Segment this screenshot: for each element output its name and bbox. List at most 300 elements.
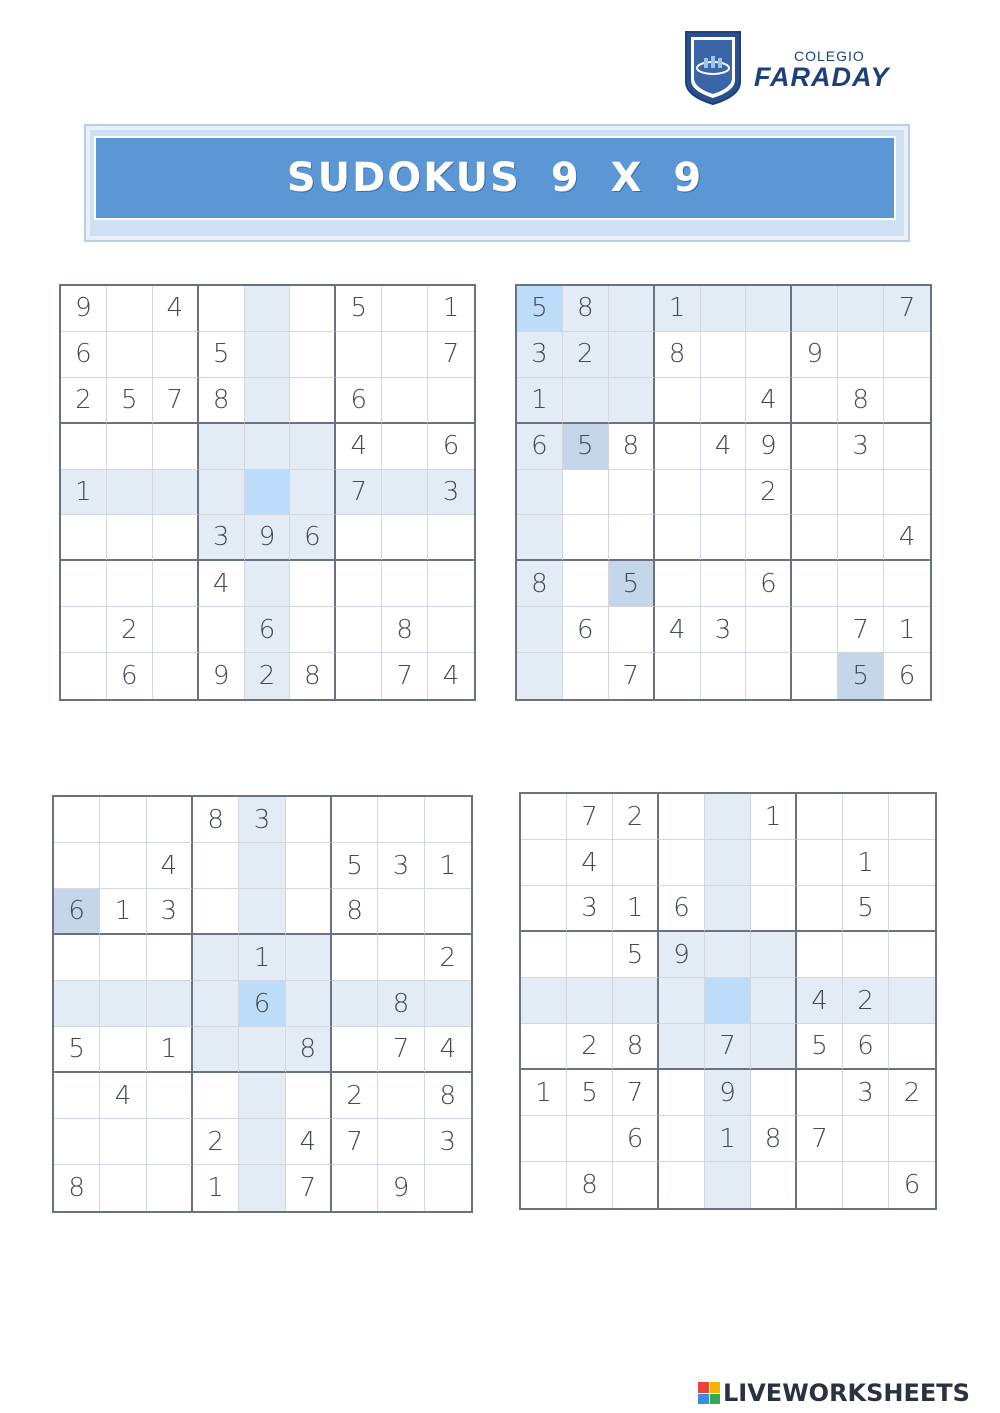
sudoku-cell [792,515,838,561]
sudoku-cell [659,840,705,886]
sudoku-cell [701,515,747,561]
sudoku-cell: 4 [153,286,199,332]
sudoku-cell: 7 [567,794,613,840]
sudoku-cell [239,1119,285,1165]
sudoku-cell: 6 [54,889,100,935]
sudoku-cell [107,515,153,561]
sudoku-cell [838,332,884,378]
sudoku-cell [838,515,884,561]
sudoku-cell [705,978,751,1024]
sudoku-cell [701,653,747,699]
sudoku-cell: 2 [843,978,889,1024]
sudoku-cell [153,515,199,561]
sudoku-cell [107,561,153,607]
sudoku-cell: 7 [382,653,428,699]
sudoku-cell [290,286,336,332]
sudoku-cell: 7 [705,1024,751,1070]
sudoku-cell: 2 [107,607,153,653]
sudoku-cell [701,332,747,378]
sudoku-cell [61,561,107,607]
sudoku-cell: 8 [193,797,239,843]
sudoku-cell [425,797,471,843]
sudoku-cell [843,1162,889,1208]
sudoku-cell [521,978,567,1024]
sudoku-cell: 4 [701,424,747,470]
page-title: SUDOKUS 9 X 9 [286,155,704,201]
sudoku-cell [792,424,838,470]
sudoku-cell [100,1119,146,1165]
sudoku-cell [428,561,474,607]
sudoku-cell [889,1024,935,1070]
sudoku-cell: 4 [147,843,193,889]
sudoku-cell [425,889,471,935]
sudoku-cell: 3 [378,843,424,889]
sudoku-cell [521,840,567,886]
sudoku-cell [199,286,245,332]
sudoku-cell: 6 [107,653,153,699]
sudoku-cell [147,981,193,1027]
sudoku-cell [792,653,838,699]
sudoku-cell [100,1027,146,1073]
sudoku-cell [792,286,838,332]
sudoku-cell: 4 [442,661,460,692]
sudoku-cell [751,932,797,978]
sudoku-cell: 2 [567,1024,613,1070]
sudoku-cell [54,843,100,889]
sudoku-cell [884,561,930,607]
sudoku-cell [517,470,563,516]
sudoku-cell [701,470,747,516]
sudoku-cell [245,286,291,332]
sudoku-cell: 3 [147,889,193,935]
sudoku-cell [54,1073,100,1119]
sudoku-cell: 7 [613,1070,659,1116]
sudoku-cell: 7 [428,332,474,378]
liveworksheets-logo-icon [698,1382,720,1404]
sudoku-cell [100,843,146,889]
sudoku-cell: 2 [245,653,291,699]
logo-subtitle: COLEGIO [794,48,865,64]
sudoku-cell [792,607,838,653]
sudoku-cell [54,1119,100,1165]
sudoku-cell: 1 [884,607,930,653]
sudoku-cell [609,515,655,561]
sudoku-cell [797,1070,843,1116]
sudoku-cell [751,978,797,1024]
sudoku-cell [567,978,613,1024]
sudoku-cell: 8 [751,1116,797,1162]
sudoku-cell: 6 [61,332,107,378]
sudoku-cell: 5 [613,932,659,978]
sudoku-cell: 9 [792,332,838,378]
sudoku-cell [193,935,239,981]
sudoku-cell [54,935,100,981]
sudoku-cell [286,843,332,889]
sudoku-cell [100,981,146,1027]
sudoku-cell: 8 [286,1027,332,1073]
sudoku-cell: 3 [239,797,285,843]
sudoku-board-2 [515,284,932,701]
sudoku-cell: 3 [838,424,884,470]
sudoku-cell [521,1024,567,1070]
sudoku-cell: 7 [797,1116,843,1162]
sudoku-cell [290,424,336,470]
sudoku-cell [563,378,609,424]
sudoku-cell: 8 [613,1024,659,1070]
sudoku-cell [701,378,747,424]
sudoku-cell: 1 [613,886,659,932]
sudoku-cell [147,1165,193,1211]
sudoku-cell [705,840,751,886]
sudoku-cell: 4 [100,1073,146,1119]
school-logo [684,30,924,108]
sudoku-cell [378,935,424,981]
sudoku-cell [659,1024,705,1070]
sudoku-cell: 6 [336,378,382,424]
sudoku-cell [517,515,563,561]
sudoku-cell: 4 [746,378,792,424]
sudoku-cell [563,470,609,516]
sudoku-cell [517,653,563,699]
sudoku-cell [245,561,291,607]
sudoku-cell: 6 [613,1116,659,1162]
sudoku-cell: 9 [659,932,705,978]
sudoku-cell: 3 [567,886,613,932]
sudoku-cell: 2 [746,470,792,516]
sudoku-cell: 5 [332,843,378,889]
sudoku-cell [193,981,239,1027]
sudoku-cell [286,889,332,935]
sudoku-cell [521,886,567,932]
sudoku-cell: 7 [286,1165,332,1211]
sudoku-cell: 5 [797,1024,843,1070]
sudoku-cell [286,981,332,1027]
sudoku-cell [705,932,751,978]
sudoku-cell [336,607,382,653]
sudoku-cell [705,1162,751,1208]
sudoku-cell [884,470,930,516]
sudoku-cell: 9 [61,286,107,332]
sudoku-cell [843,932,889,978]
sudoku-cell [751,1070,797,1116]
sudoku-cell [884,332,930,378]
sudoku-cell: 7 [332,1119,378,1165]
sudoku-cell [797,1162,843,1208]
sudoku-cell: 6 [843,1024,889,1070]
sudoku-cell: 8 [563,286,609,332]
sudoku-cell [838,286,884,332]
sudoku-cell: 1 [428,286,474,332]
sudoku-cell: 3 [428,470,474,516]
sudoku-cell: 6 [239,981,285,1027]
sudoku-cell [382,378,428,424]
sudoku-cell [428,607,474,653]
sudoku-cell [884,424,930,470]
sudoku-cell: 6 [245,607,291,653]
sudoku-cell [378,797,424,843]
sudoku-cell: 1 [425,843,471,889]
sudoku-cell [655,653,701,699]
sudoku-cell: 4 [286,1119,332,1165]
sudoku-cell: 4 [199,561,245,607]
sudoku-cell [563,515,609,561]
sudoku-cell: 6 [659,886,705,932]
sudoku-cell [290,470,336,516]
sudoku-cell [838,470,884,516]
sudoku-cell [153,470,199,516]
sudoku-cell: 5 [838,653,884,699]
sudoku-cell [382,286,428,332]
sudoku-cell [147,935,193,981]
sudoku-board-1 [59,284,476,701]
sudoku-cell [100,935,146,981]
sudoku-cell [792,561,838,607]
sudoku-cell: 6 [428,424,474,470]
sudoku-cell [521,1116,567,1162]
sudoku-cell [567,1116,613,1162]
sudoku-cell [746,332,792,378]
sudoku-cell [199,470,245,516]
sudoku-cell [889,932,935,978]
sudoku-cell: 2 [889,1070,935,1116]
sudoku-cell [517,607,563,653]
sudoku-cell: 8 [425,1073,471,1119]
sudoku-cell [199,607,245,653]
sudoku-cell: 4 [567,840,613,886]
sudoku-cell [792,470,838,516]
sudoku-cell [245,332,291,378]
sudoku-cell [147,797,193,843]
sudoku-cell [705,886,751,932]
sudoku-cell [884,378,930,424]
sudoku-cell [54,981,100,1027]
sudoku-cell: 4 [336,424,382,470]
sudoku-cell [290,378,336,424]
sudoku-cell [193,1073,239,1119]
sudoku-cell [193,1027,239,1073]
banner-inner [94,136,896,220]
sudoku-cell [797,840,843,886]
sudoku-cell [751,840,797,886]
sudoku-cell: 6 [903,1170,921,1200]
sudoku-cell: 6 [563,607,609,653]
sudoku-cell [245,470,291,516]
sudoku-cell [239,1165,285,1211]
sudoku-cell [61,653,107,699]
sudoku-cell: 9 [199,653,245,699]
sudoku-cell [563,561,609,607]
sudoku-cell [609,470,655,516]
sudoku-cell: 1 [147,1027,193,1073]
sudoku-cell [286,797,332,843]
sudoku-cell: 8 [290,653,336,699]
sudoku-cell: 4 [884,515,930,561]
sudoku-cell [609,607,655,653]
sudoku-cell [613,978,659,1024]
sudoku-cell [655,515,701,561]
sudoku-cell [61,607,107,653]
sudoku-cell [147,1073,193,1119]
sudoku-cell: 8 [838,378,884,424]
sudoku-cell: 1 [843,840,889,886]
sudoku-cell [843,794,889,840]
sudoku-cell [659,794,705,840]
sudoku-cell: 6 [517,424,563,470]
sudoku-cell [336,515,382,561]
sudoku-cell [193,843,239,889]
sudoku-cell: 4 [797,978,843,1024]
sudoku-cell: 2 [613,794,659,840]
sudoku-cell [428,378,474,424]
sudoku-cell: 9 [245,515,291,561]
sudoku-cell [382,515,428,561]
sudoku-cell: 6 [898,661,916,692]
sudoku-cell [239,1027,285,1073]
sudoku-cell [889,794,935,840]
sudoku-board-3 [52,795,473,1213]
sudoku-cell [521,1162,567,1208]
sudoku-cell: 2 [563,332,609,378]
sudoku-cell: 6 [746,561,792,607]
sudoku-cell [382,561,428,607]
sudoku-cell: 2 [332,1073,378,1119]
sudoku-cell: 9 [705,1070,751,1116]
sudoku-cell: 1 [517,378,563,424]
sudoku-cell [655,470,701,516]
sudoku-cell [746,286,792,332]
sudoku-cell: 4 [655,607,701,653]
sudoku-cell: 3 [199,515,245,561]
sudoku-board-4 [519,792,937,1210]
sudoku-cell [100,797,146,843]
sudoku-cell [199,424,245,470]
sudoku-cell [609,286,655,332]
sudoku-cell [336,653,382,699]
sudoku-cell: 2 [425,935,471,981]
sudoku-cell: 5 [843,886,889,932]
sudoku-cell [746,653,792,699]
sudoku-cell [609,378,655,424]
sudoku-cell [153,332,199,378]
sudoku-cell: 5 [199,332,245,378]
sudoku-cell: 8 [655,332,701,378]
sudoku-cell [332,935,378,981]
sudoku-cell [705,794,751,840]
sudoku-cell: 5 [567,1070,613,1116]
sudoku-cell: 9 [746,424,792,470]
sudoku-cell [613,1162,659,1208]
logo-title: FARADAY [754,62,890,92]
sudoku-cell [751,886,797,932]
sudoku-cell [107,332,153,378]
sudoku-cell: 7 [838,607,884,653]
school-crest-icon [684,30,742,106]
sudoku-cell [425,1165,471,1211]
sudoku-cell [107,470,153,516]
sudoku-cell: 8 [54,1165,100,1211]
sudoku-cell [153,424,199,470]
sudoku-cell [332,981,378,1027]
sudoku-cell [286,935,332,981]
sudoku-cell [521,794,567,840]
sudoku-cell [153,561,199,607]
sudoku-cell [239,889,285,935]
sudoku-cell [659,1162,705,1208]
sudoku-cell [332,1027,378,1073]
footer-brand-text: LIVEWORKSHEETS [723,1379,970,1407]
sudoku-cell: 3 [701,607,747,653]
sudoku-cell [290,607,336,653]
sudoku-cell [655,424,701,470]
sudoku-cell [290,561,336,607]
sudoku-cell [54,797,100,843]
sudoku-cell [245,424,291,470]
sudoku-cell: 8 [567,1162,613,1208]
sudoku-cell: 1 [100,889,146,935]
sudoku-cell [336,561,382,607]
sudoku-cell [286,1073,332,1119]
sudoku-cell: 5 [609,561,655,607]
sudoku-cell [100,1165,146,1211]
sudoku-cell: 8 [609,424,655,470]
sudoku-cell [107,424,153,470]
sudoku-cell [107,286,153,332]
sudoku-cell [382,332,428,378]
sudoku-cell: 8 [382,607,428,653]
sudoku-cell: 1 [705,1116,751,1162]
sudoku-cell [425,981,471,1027]
sudoku-cell: 9 [378,1165,424,1211]
sudoku-cell: 2 [61,378,107,424]
sudoku-cell [889,978,935,1024]
sudoku-cell [290,332,336,378]
sudoku-cell [567,932,613,978]
sudoku-cell [792,378,838,424]
sudoku-cell [889,840,935,886]
sudoku-cell [428,515,474,561]
sudoku-cell [239,1073,285,1119]
sudoku-cell [613,840,659,886]
sudoku-cell [239,843,285,889]
sudoku-cell [659,1116,705,1162]
sudoku-cell: 7 [884,286,930,332]
sudoku-cell [751,1162,797,1208]
sudoku-cell [655,378,701,424]
sudoku-cell [153,653,199,699]
sudoku-cell: 1 [239,935,285,981]
sudoku-cell [61,515,107,561]
sudoku-cell [193,889,239,935]
footer-brand [698,1378,970,1408]
sudoku-cell [382,424,428,470]
sudoku-cell [797,886,843,932]
sudoku-cell: 6 [290,515,336,561]
sudoku-cell [378,889,424,935]
sudoku-cell [659,1070,705,1116]
sudoku-cell: 2 [193,1119,239,1165]
sudoku-cell [843,1116,889,1162]
sudoku-cell [382,470,428,516]
sudoku-cell: 5 [517,286,563,332]
sudoku-cell [521,932,567,978]
sudoku-cell: 3 [517,332,563,378]
sudoku-cell: 7 [336,470,382,516]
sudoku-cell: 4 [425,1027,471,1073]
sudoku-cell [245,378,291,424]
sudoku-cell: 8 [332,889,378,935]
sudoku-cell [701,286,747,332]
sudoku-cell [838,561,884,607]
